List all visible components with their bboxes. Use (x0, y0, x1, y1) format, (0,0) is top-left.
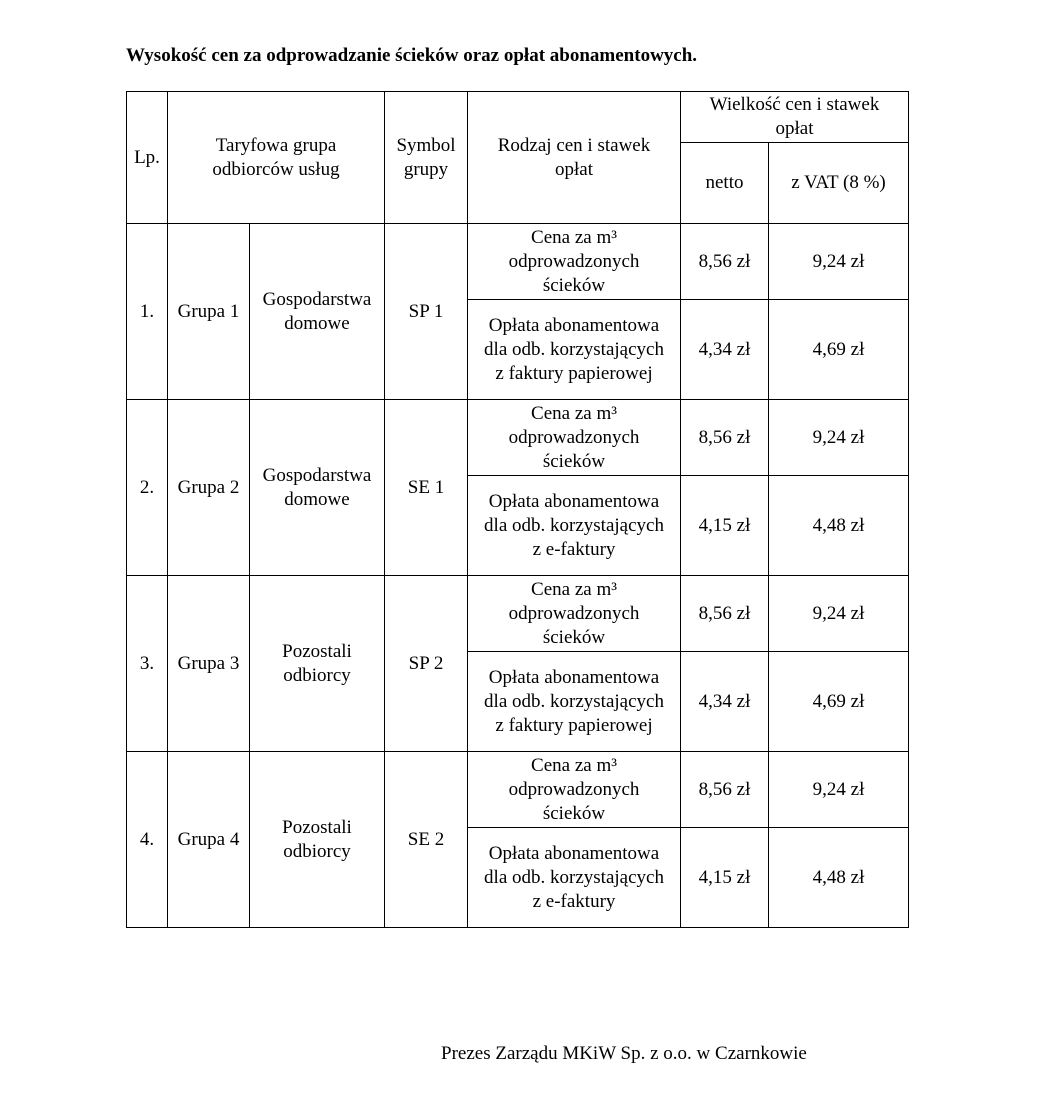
header-values: Wielkość cen i stawek opłat (681, 92, 909, 143)
header-vat: z VAT (8 %) (769, 143, 909, 224)
cell-net: 4,34 zł (681, 300, 769, 400)
cell-net: 8,56 zł (681, 752, 769, 828)
cell-symbol: SP 2 (385, 576, 468, 752)
table-row (127, 752, 909, 828)
document-title: Wysokość cen za odprowadzanie ścieków oraz opłat abonamentowych. (126, 45, 698, 66)
cell-type: Cena za m³ odprowadzonych ścieków (468, 224, 681, 300)
header-lp: Lp. (127, 92, 168, 224)
table-row (127, 576, 909, 652)
cell-vat: 9,24 zł (769, 752, 909, 828)
cell-vat: 4,48 zł (769, 476, 909, 576)
cell-type: Opłata abonamentowa dla odb. korzystających z e-faktury (468, 828, 681, 928)
header-symbol: Symbol grupy (385, 92, 468, 224)
cell-desc: Gospodarstwa domowe (250, 400, 385, 576)
cell-lp: 1. (127, 224, 168, 400)
signature-line: Prezes Zarządu MKiW Sp. z o.o. w Czarnkowie (441, 1043, 807, 1064)
cell-vat: 4,69 zł (769, 652, 909, 752)
cell-vat: 9,24 zł (769, 400, 909, 476)
cell-group: Grupa 2 (168, 400, 250, 576)
cell-desc: Gospodarstwa domowe (250, 224, 385, 400)
tariff-table (126, 91, 909, 928)
cell-type: Cena za m³ odprowadzonych ścieków (468, 752, 681, 828)
cell-lp: 2. (127, 400, 168, 576)
cell-symbol: SE 1 (385, 400, 468, 576)
cell-type: Opłata abonamentowa dla odb. korzystających z faktury papierowej (468, 300, 681, 400)
cell-net: 8,56 zł (681, 400, 769, 476)
cell-vat: 4,69 zł (769, 300, 909, 400)
cell-type: Cena za m³ odprowadzonych ścieków (468, 576, 681, 652)
cell-symbol: SE 2 (385, 752, 468, 928)
cell-lp: 3. (127, 576, 168, 752)
cell-vat: 4,48 zł (769, 828, 909, 928)
header-net: netto (681, 143, 769, 224)
header-group: Taryfowa grupa odbiorców usług (168, 92, 385, 224)
cell-group: Grupa 1 (168, 224, 250, 400)
table-row (127, 224, 909, 300)
cell-type: Cena za m³ odprowadzonych ścieków (468, 400, 681, 476)
cell-group: Grupa 4 (168, 752, 250, 928)
cell-net: 8,56 zł (681, 576, 769, 652)
cell-lp: 4. (127, 752, 168, 928)
cell-symbol: SP 1 (385, 224, 468, 400)
cell-vat: 9,24 zł (769, 224, 909, 300)
cell-net: 4,15 zł (681, 476, 769, 576)
cell-type: Opłata abonamentowa dla odb. korzystających z faktury papierowej (468, 652, 681, 752)
table-row (127, 400, 909, 476)
cell-vat: 9,24 zł (769, 576, 909, 652)
cell-desc: Pozostali odbiorcy (250, 576, 385, 752)
cell-net: 8,56 zł (681, 224, 769, 300)
cell-net: 4,34 zł (681, 652, 769, 752)
cell-group: Grupa 3 (168, 576, 250, 752)
cell-net: 4,15 zł (681, 828, 769, 928)
cell-type: Opłata abonamentowa dla odb. korzystających z e-faktury (468, 476, 681, 576)
cell-desc: Pozostali odbiorcy (250, 752, 385, 928)
header-type: Rodzaj cen i stawek opłat (468, 92, 681, 224)
